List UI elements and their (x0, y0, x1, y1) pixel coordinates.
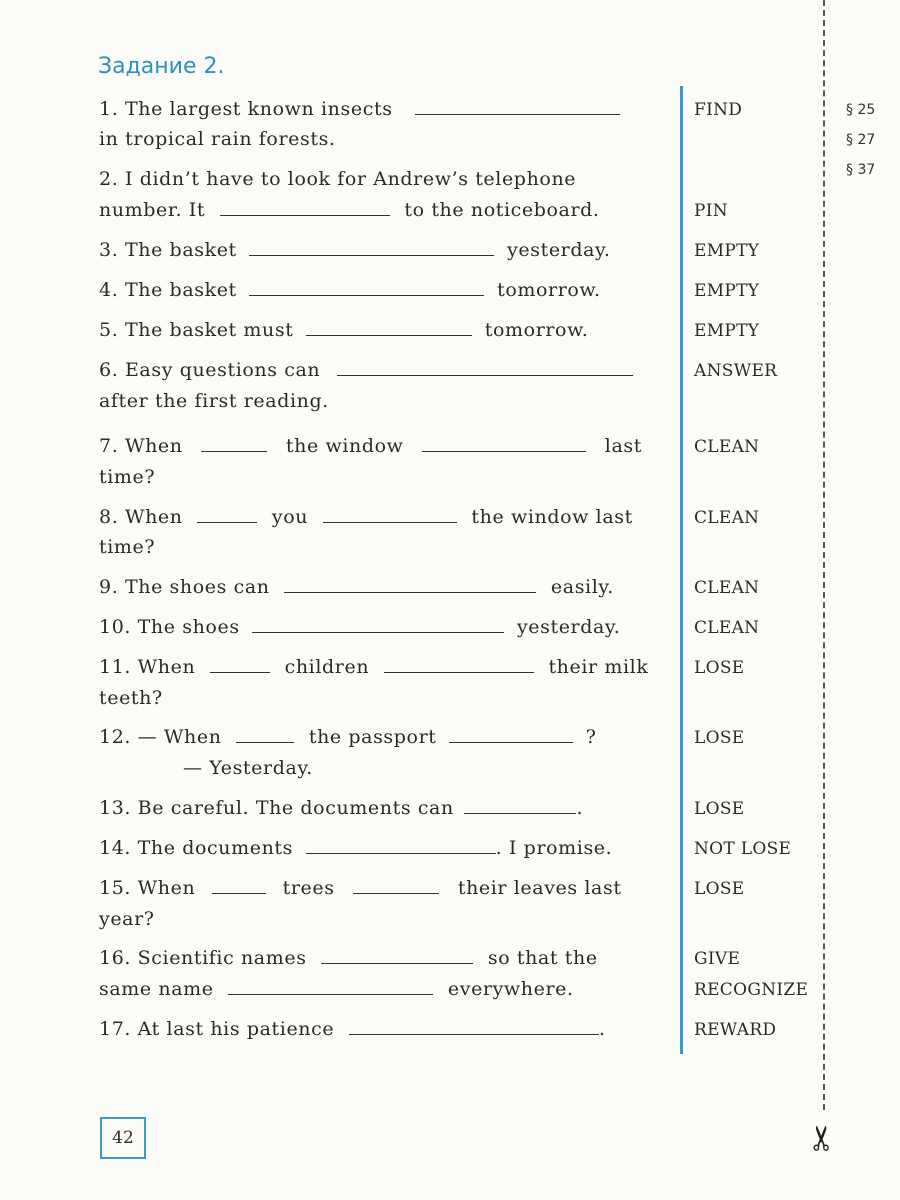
answer-blank[interactable] (284, 575, 536, 593)
answer-blank[interactable] (464, 796, 576, 814)
page-number: 42 (100, 1117, 146, 1159)
paragraph-reference: § 37 (846, 162, 876, 178)
sentence-line: after the first reading. (99, 390, 329, 412)
verb-hint: REWARD (694, 1020, 777, 1040)
answer-blank[interactable] (422, 434, 586, 452)
answer-blank[interactable] (249, 278, 484, 296)
sentence-line: 12. — When the passport ? (99, 726, 597, 748)
sentence-line: 17. At last his patience . (99, 1018, 606, 1040)
sentence-line: year? (99, 908, 155, 930)
answer-blank[interactable] (353, 876, 439, 894)
answer-blank[interactable] (197, 505, 257, 523)
verb-hint: ANSWER (694, 361, 778, 381)
sentence-line: 6. Easy questions can (99, 358, 633, 382)
verb-hint: LOSE (694, 879, 745, 899)
sentence-line: 8. When you the window last (99, 506, 633, 528)
sentence-line: 2. I didn’t have to look for Andrew’s telephone (99, 168, 577, 190)
column-divider (680, 86, 683, 1054)
verb-hint: FIND (694, 100, 743, 120)
verb-hint: CLEAN (694, 437, 760, 457)
sentence-line: 14. The documents . I promise. (99, 837, 613, 859)
sentence-line: 13. Be careful. The documents can . (99, 797, 584, 819)
answer-blank[interactable] (212, 876, 266, 894)
answer-blank[interactable] (228, 977, 433, 995)
verb-hint: NOT LOSE (694, 839, 792, 859)
answer-blank[interactable] (252, 615, 504, 633)
verb-hint: GIVE (694, 949, 741, 969)
scissors-icon: ✂ (802, 1123, 843, 1153)
sentence-line: 10. The shoes yesterday. (99, 616, 621, 638)
verb-hint: LOSE (694, 728, 745, 748)
answer-blank[interactable] (337, 358, 633, 376)
answer-blank[interactable] (306, 836, 496, 854)
verb-hint: EMPTY (694, 321, 760, 341)
verb-hint: RECOGNIZE (694, 980, 809, 1000)
sentence-line: 15. When trees their leaves last (99, 877, 622, 899)
answer-blank[interactable] (449, 725, 573, 743)
verb-hint: CLEAN (694, 578, 760, 598)
verb-hint: EMPTY (694, 281, 760, 301)
sentence-line: 3. The basket yesterday. (99, 239, 611, 261)
paragraph-reference: § 25 (846, 102, 876, 118)
sentence-line: same name everywhere. (99, 978, 574, 1000)
answer-blank[interactable] (236, 725, 294, 743)
verb-hint: EMPTY (694, 241, 760, 261)
sentence-line: teeth? (99, 687, 163, 709)
sentence-line: 5. The basket must tomorrow. (99, 319, 589, 341)
sentence-line: 11. When children their milk (99, 656, 649, 678)
exercise-title: Задание 2. (98, 54, 225, 79)
answer-blank[interactable] (210, 655, 270, 673)
answer-blank[interactable] (321, 946, 473, 964)
answer-blank[interactable] (349, 1017, 599, 1035)
paragraph-reference: § 27 (846, 132, 876, 148)
verb-hint: PIN (694, 201, 728, 221)
answer-blank[interactable] (249, 238, 494, 256)
answer-blank[interactable] (201, 434, 267, 452)
verb-hint: CLEAN (694, 618, 760, 638)
answer-blank[interactable] (415, 97, 620, 115)
sentence-line: time? (99, 536, 156, 558)
verb-hint: LOSE (694, 799, 745, 819)
sentence-line: time? (99, 466, 156, 488)
cut-line (823, 0, 825, 1110)
sentence-line: 1. The largest known insects (99, 97, 620, 121)
sentence-line: in tropical rain forests. (99, 128, 336, 150)
sentence-line: 9. The shoes can easily. (99, 576, 614, 598)
sentence-line: 4. The basket tomorrow. (99, 279, 601, 301)
verb-hint: LOSE (694, 658, 745, 678)
sentence-line: 16. Scientific names so that the (99, 947, 598, 969)
answer-blank[interactable] (384, 655, 534, 673)
answer-blank[interactable] (323, 505, 457, 523)
sentence-line: 7. When the window last (99, 435, 642, 457)
answer-blank[interactable] (220, 198, 390, 216)
sentence-line: number. It to the noticeboard. (99, 199, 600, 221)
answer-blank[interactable] (306, 318, 472, 336)
verb-hint: CLEAN (694, 508, 760, 528)
sentence-line: — Yesterday. (183, 757, 313, 779)
